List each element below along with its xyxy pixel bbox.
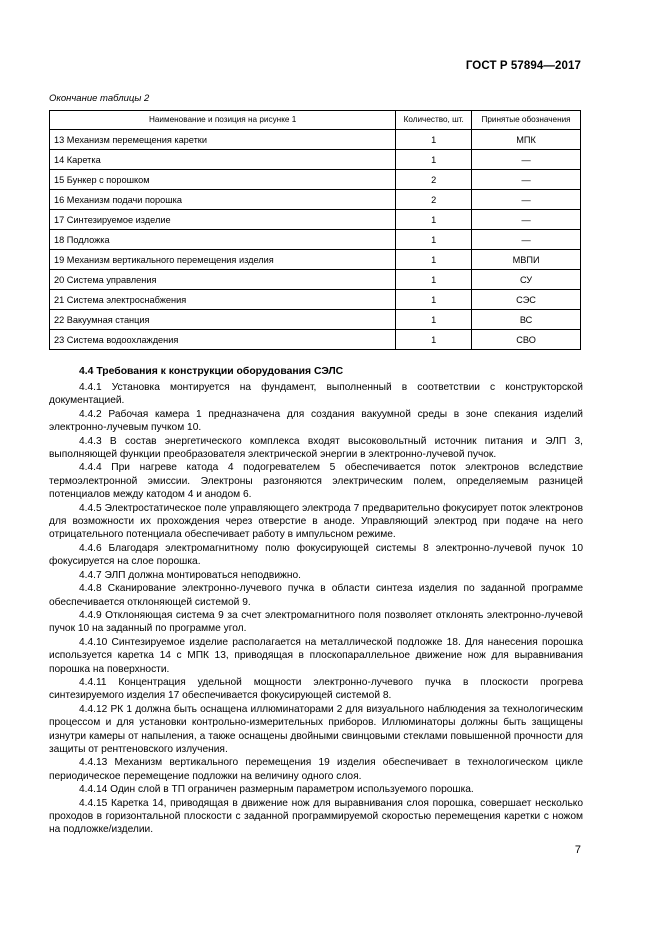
cell-name: 13 Механизм перемещения каретки [50, 130, 396, 150]
table-caption: Окончание таблицы 2 [49, 93, 150, 104]
section-title: 4.4 Требования к конструкции оборудования СЭЛС [79, 366, 344, 377]
cell-name: 20 Система управления [50, 270, 396, 290]
paragraph-4-4-6: 4.4.6 Благодаря электромагнитному полю фокусирующей системы 8 электронно-лучевой пучок 10 фокусируется на слое порошка. [49, 542, 583, 568]
table-row [50, 270, 581, 290]
cell-designation: СЭС [472, 290, 581, 310]
cell-name: 14 Каретка [50, 150, 396, 170]
table-row [50, 210, 581, 230]
cell-quantity: 1 [396, 230, 472, 250]
paragraph-4-4-5: 4.4.5 Электростатическое поле управляющего электрода 7 предварительно фокусирует поток электронов для возможности их прохождения через отверстие в аноде. Управляющий электрод при подаче на него отрицательного потенциала обеспечивает работу в импульсном режиме. [49, 502, 583, 541]
cell-designation: МПК [472, 130, 581, 150]
cell-designation: — [472, 170, 581, 190]
column-header-quantity: Количество, шт. [396, 111, 472, 130]
paragraph-4-4-8: 4.4.8 Сканирование электронно-лучевого пучка в области синтеза изделия по заданной программе обеспечивается отклоняющей системой 9. [49, 583, 583, 608]
cell-name: 18 Подложка [50, 230, 396, 250]
paragraph-4-4-12: 4.4.12 РК 1 должна быть оснащена иллюминаторами 2 для визуального наблюдения за технологическим процессом и для установки контрольно-измерительных приборов. Иллюминаторы должны быть защищены изнутри камеры от напыления, а также оснащены двойными свинцовыми стеклами повышенной прочности для защиты от рентгеновского излучения. [49, 703, 583, 755]
cell-name: 23 Система водоохлаждения [50, 330, 396, 350]
column-header-name: Наименование и позиция на рисунке 1 [50, 111, 396, 130]
table-row [50, 170, 581, 190]
column-header-designation: Принятые обозначения [472, 111, 581, 130]
cell-quantity: 2 [396, 170, 472, 190]
page-number: 7 [574, 844, 581, 856]
table-row [50, 290, 581, 310]
table-row [50, 310, 581, 330]
cell-designation: — [472, 210, 581, 230]
cell-quantity: 1 [396, 150, 472, 170]
section-body [49, 381, 583, 837]
paragraph-4-4-2: 4.4.2 Рабочая камера 1 предназначена для создания вакуумной среды в зоне спекания изделий электронно-лучевым пучком 10. [49, 408, 583, 434]
cell-designation: СВО [472, 330, 581, 350]
cell-quantity: 1 [396, 330, 472, 350]
cell-quantity: 2 [396, 190, 472, 210]
cell-quantity: 1 [396, 270, 472, 290]
paragraph-4-4-3: 4.4.3 В состав энергетического комплекса входят высоковольтный источник питания и ЭЛП 3, выполняющей функции преобразователя электрической энергии в электронно-лучевой пучок. [49, 435, 583, 461]
cell-quantity: 1 [396, 210, 472, 230]
paragraph-4-4-11: 4.4.11 Концентрация удельной мощности электронно-лучевого пучка в плоскости прогрева синтезируемого изделия 17 обеспечивается фокусирующей системой 8. [49, 676, 583, 702]
cell-name: 19 Механизм вертикального перемещения изделия [50, 250, 396, 270]
table-row [50, 150, 581, 170]
table-row [50, 190, 581, 210]
cell-designation: — [472, 190, 581, 210]
paragraph-4-4-15: 4.4.15 Каретка 14, приводящая в движение нож для выравнивания слоя порошка, совершает несколько проходов в горизонтальной плоскости с заданной программируемой скоростью перемещения каретки с ножом на подложке/изделии. [49, 797, 583, 836]
table-row [50, 230, 581, 250]
table-row [50, 130, 581, 150]
cell-name: 22 Вакуумная станция [50, 310, 396, 330]
paragraph-4-4-4: 4.4.4 При нагреве катода 4 подогревателем 5 обеспечивается поток электронов вследствие термоэлектронной эмиссии. Электроны разгоняются электрическим полем, определяемым разницей потенциалов между катодом 4 и анодом 6. [49, 462, 583, 501]
cell-name: 17 Синтезируемое изделие [50, 210, 396, 230]
cell-designation: — [472, 230, 581, 250]
cell-designation: ВС [472, 310, 581, 330]
cell-designation: МВПИ [472, 250, 581, 270]
cell-designation: — [472, 150, 581, 170]
cell-name: 21 Система электроснабжения [50, 290, 396, 310]
paragraph-4-4-13: 4.4.13 Механизм вертикального перемещения 19 изделия обеспечивает в технологическом цикле периодическое перемещение подложки на величину одного слоя. [49, 757, 583, 782]
cell-quantity: 1 [396, 130, 472, 150]
cell-name: 15 Бункер с порошком [50, 170, 396, 190]
paragraph-4-4-9: 4.4.9 Отклоняющая система 9 за счет электромагнитного поля позволяет отклонять электронно-лучевой пучок 10 на заданный по программе угол. [49, 609, 583, 635]
paragraph-4-4-1: 4.4.1 Установка монтируется на фундамент, выполненный в соответствии с конструкторской документацией. [49, 382, 583, 407]
paragraph-4-4-10: 4.4.10 Синтезируемое изделие располагается на металлической подложке 18. Для нанесения порошка используется каретка 14 с МПК 13, приводящая в плоскопараллельное движение нож для выравнивания порошка на поверхности. [49, 636, 583, 675]
cell-designation: СУ [472, 270, 581, 290]
cell-quantity: 1 [396, 250, 472, 270]
table-row [50, 250, 581, 270]
cell-quantity: 1 [396, 310, 472, 330]
paragraph-4-4-14: 4.4.14 Один слой в ТП ограничен размерным параметром используемого порошка. [79, 784, 474, 796]
cell-name: 16 Механизм подачи порошка [50, 190, 396, 210]
table-row [50, 330, 581, 350]
paragraph-4-4-7: 4.4.7 ЭЛП должна монтироваться неподвижно. [79, 569, 301, 581]
cell-quantity: 1 [396, 290, 472, 310]
table-header-row [50, 111, 581, 130]
equipment-table [49, 110, 581, 350]
standard-id: ГОСТ Р 57894—2017 [465, 60, 581, 72]
